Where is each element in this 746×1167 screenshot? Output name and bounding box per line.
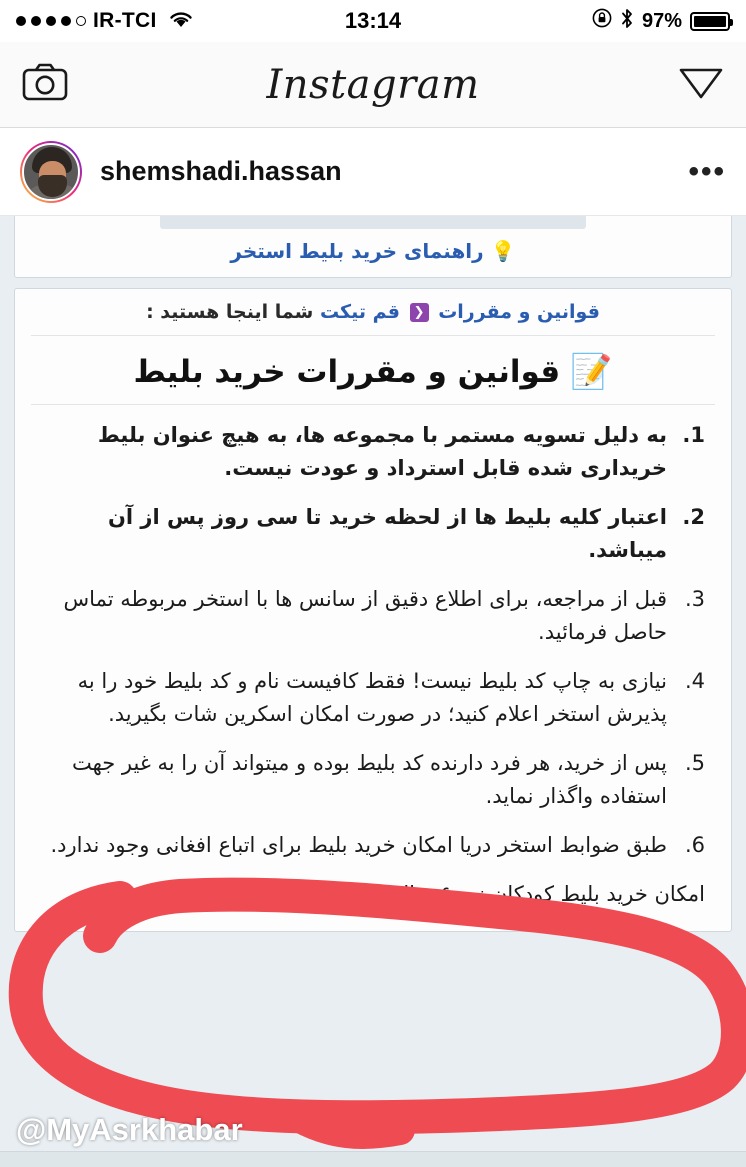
list-item: نیازی به چاپ کد بلیط نیست! فقط کافیست نام و کد بلیط خود را به پذیرش استخر اعلام کنید؛ در صورت امکان اسکرین شات بگیرید. xyxy=(77,669,667,726)
rotation-lock-icon xyxy=(592,8,612,34)
breadcrumb-current[interactable]: قوانین و مقررات xyxy=(438,301,600,323)
app-title: Instagram xyxy=(266,61,480,108)
chevron-left-icon: ❮ xyxy=(410,303,429,322)
status-bar xyxy=(0,0,746,42)
post-username[interactable]: shemshadi.hassan xyxy=(100,156,342,186)
list-item: پس از خرید، هر فرد دارنده کد بلیط بوده و میتواند آن را به غیر جهت استفاده واگذار نماید. xyxy=(71,751,667,808)
guide-card xyxy=(14,216,732,278)
battery-icon xyxy=(690,12,730,31)
list-item: اعتبار کلیه بلیط ها از لحظه خرید تا سی روز پس از آن میباشد. xyxy=(107,505,667,562)
faded-text-line xyxy=(160,216,587,229)
rules-card xyxy=(14,288,732,932)
bluetooth-icon xyxy=(620,8,634,35)
guide-link-label: راهنمای خرید بلیط استخر xyxy=(230,239,484,263)
instagram-nav-bar xyxy=(0,42,746,128)
camera-icon[interactable] xyxy=(22,62,68,107)
image-bottom-edge xyxy=(0,1151,746,1167)
breadcrumb-here-label: شما اینجا هستید : xyxy=(146,301,314,323)
memo-pencil-icon: 📝 xyxy=(570,353,613,391)
carrier-label: IR-TCI xyxy=(93,9,157,32)
battery-percent-label: 97% xyxy=(641,9,682,32)
list-item: قبل از مراجعه، برای اطلاع دقیق از سانس ها با استخر مربوطه تماس حاصل فرمائید. xyxy=(63,587,667,644)
list-item: طبق ضوابط استخر دریا امکان خرید بلیط برای اتباع افغانی وجود ندارد. xyxy=(50,833,667,858)
document-title-row xyxy=(31,354,715,390)
avatar[interactable] xyxy=(20,141,82,203)
status-bar-right xyxy=(592,8,730,35)
clock-label: 13:14 xyxy=(344,8,402,33)
post-header xyxy=(0,128,746,216)
direct-message-icon[interactable] xyxy=(678,62,724,107)
rules-list xyxy=(31,419,715,862)
breadcrumb xyxy=(31,301,715,336)
post-options-button[interactable]: ••• xyxy=(688,154,726,188)
pool-ticket-guide-link[interactable] xyxy=(29,239,717,263)
post-image xyxy=(0,216,746,1167)
lightbulb-icon: 💡 xyxy=(490,239,516,263)
tail-text: امکان خرید بلیط کودکان زیر ۶ سال به استخر یاران xyxy=(258,882,705,907)
breadcrumb-site[interactable]: قم تیکت xyxy=(319,301,400,323)
page-title: قوانین و مقررات خرید بلیط xyxy=(133,354,561,390)
watermark-label: @MyAsrkhabar xyxy=(16,1112,243,1147)
divider xyxy=(31,404,715,405)
list-item: به دلیل تسویه مستمر با مجموعه ها، به هیچ عنوان بلیط خریداری شده قابل استرداد و عودت نیست. xyxy=(97,423,667,480)
